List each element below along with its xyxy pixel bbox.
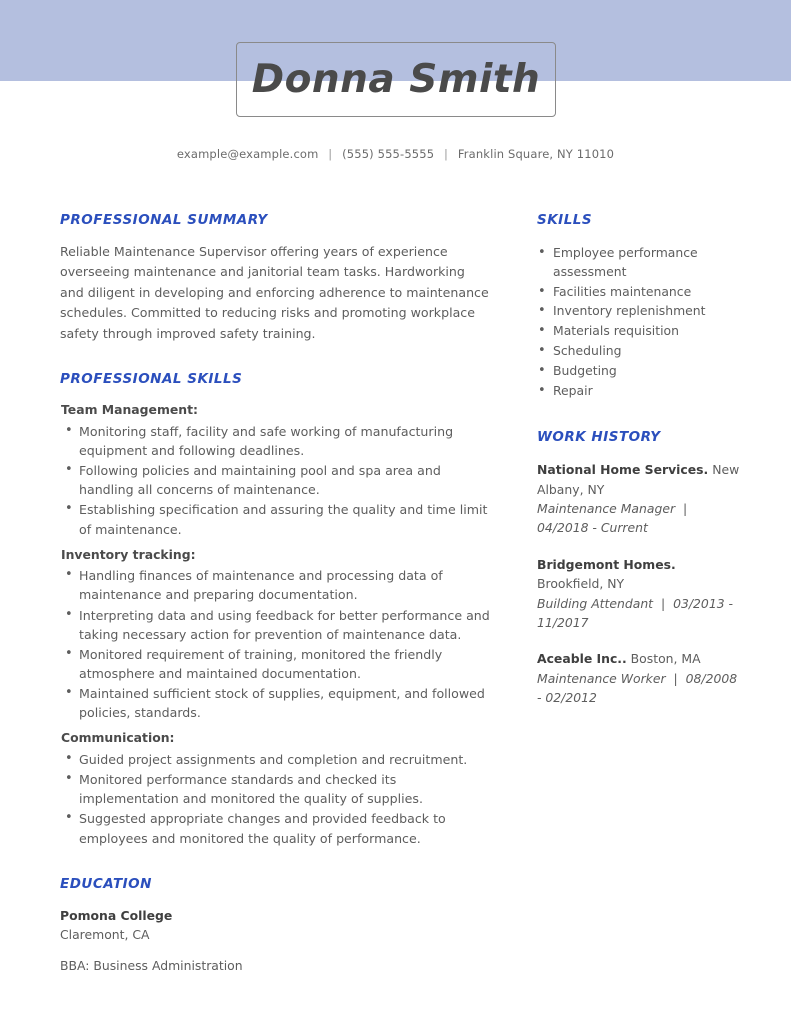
spacer-after-skills bbox=[60, 855, 492, 877]
education-location: Claremont, CA bbox=[60, 926, 150, 942]
candidate-name: Donna Smith bbox=[251, 57, 541, 102]
job-location: Brookfield, NY bbox=[537, 576, 625, 592]
left-column bbox=[60, 213, 492, 975]
heading-professional-summary: PROFESSIONAL SUMMARY bbox=[60, 212, 268, 228]
professional-skills-groups bbox=[60, 401, 492, 848]
list-item: • Handling finances of maintenance and processing data of maintenance and preparing documentation. bbox=[60, 566, 492, 604]
heading-education: EDUCATION bbox=[60, 875, 152, 892]
section-professional-skills bbox=[60, 372, 492, 847]
skill-item: • Budgeting bbox=[537, 362, 742, 381]
spacer-after-summary bbox=[60, 344, 492, 372]
spacer-after-skills-list bbox=[537, 402, 742, 430]
education-school: Pomona College bbox=[60, 907, 173, 923]
job-role-line bbox=[537, 669, 742, 708]
heading-professional-skills: PROFESSIONAL SKILLS bbox=[60, 371, 243, 388]
job-title: Maintenance Manager bbox=[537, 501, 676, 517]
list-item: • Following policies and maintaining pool and spa area and handling all concerns of maintenance. bbox=[60, 461, 492, 499]
name-box bbox=[236, 42, 556, 117]
job-location: Boston, MA bbox=[626, 651, 701, 667]
job-dates: 08/2008 - 02/2012 bbox=[537, 670, 738, 705]
list-item: • Establishing specification and assuring the quality and time limit of maintenance. bbox=[60, 500, 492, 538]
contact-phone: (555) 555-5555 bbox=[342, 147, 435, 161]
section-education bbox=[60, 877, 492, 976]
section-work-history bbox=[537, 430, 742, 708]
skills-group-list bbox=[60, 422, 492, 539]
job-role-line bbox=[537, 499, 742, 538]
list-item: • Interpreting data and using feedback for better performance and taking necessary action for prevention of maintenance data. bbox=[60, 606, 492, 644]
job-title: Building Attendant bbox=[537, 595, 654, 611]
list-item: • Monitoring staff, facility and safe working of manufacturing equipment and following deadlines. bbox=[60, 422, 492, 460]
contact-separator-2: | bbox=[444, 147, 449, 161]
skills-group-label: Inventory tracking: bbox=[61, 546, 196, 562]
right-column bbox=[537, 213, 742, 724]
skill-item: • Employee performance assessment bbox=[537, 244, 742, 282]
job-title: Maintenance Worker bbox=[537, 670, 666, 686]
job-company: National Home Services. bbox=[537, 462, 709, 478]
contact-location: Franklin Square, NY 11010 bbox=[457, 147, 615, 161]
contact-separator-1: | bbox=[328, 147, 333, 161]
job-location: New Albany, NY bbox=[537, 462, 740, 497]
work-history-list bbox=[537, 460, 742, 707]
education-degree: BBA: Business Administration bbox=[60, 958, 243, 974]
skill-item: • Inventory replenishment bbox=[537, 302, 742, 321]
contact-line bbox=[0, 147, 791, 161]
skills-group-list bbox=[60, 566, 492, 722]
skills-group-list bbox=[60, 750, 492, 848]
list-item: • Monitored performance standards and checked its implementation and monitored the quality of supplies. bbox=[60, 770, 492, 808]
skills-group-label: Communication: bbox=[61, 730, 175, 746]
skill-item: • Facilities maintenance bbox=[537, 283, 742, 302]
job-separator: | bbox=[679, 501, 688, 517]
skills-list bbox=[537, 244, 742, 401]
list-item: • Suggested appropriate changes and provided feedback to employees and monitored the quality of performance. bbox=[60, 809, 492, 847]
skill-item: • Scheduling bbox=[537, 342, 742, 361]
job-company: Aceable Inc.. bbox=[537, 651, 627, 667]
contact-email: example@example.com bbox=[176, 147, 319, 161]
job-dates: 04/2018 - Current bbox=[537, 520, 648, 536]
professional-summary-text: Reliable Maintenance Supervisor offering years of experience overseeing maintenance and janitorial team tasks. Hardworking and diligent in developing and enforcing adherence to maintenance schedules. Committed to reducing risks and promoting workplace safety through improved safety training. bbox=[60, 243, 489, 341]
section-skills bbox=[537, 213, 742, 401]
job-separator: | bbox=[669, 670, 682, 686]
heading-skills: SKILLS bbox=[537, 212, 593, 228]
skill-item: • Materials requisition bbox=[537, 322, 742, 341]
job-dates: 03/2013 - 11/2017 bbox=[537, 595, 733, 630]
skills-group-label: Team Management: bbox=[61, 402, 198, 418]
work-history-entry bbox=[537, 649, 742, 707]
work-history-entry bbox=[537, 460, 742, 537]
skill-item: • Repair bbox=[537, 382, 742, 401]
heading-work-history: WORK HISTORY bbox=[537, 428, 661, 445]
section-professional-summary bbox=[60, 213, 492, 344]
job-role-line bbox=[537, 594, 742, 633]
job-company: Bridgemont Homes. bbox=[537, 556, 676, 572]
list-item: • Monitored requirement of training, monitored the friendly atmosphere and maintained documentation. bbox=[60, 645, 492, 683]
list-item: • Guided project assignments and completion and recruitment. bbox=[60, 750, 492, 769]
list-item: • Maintained sufficient stock of supplies, equipment, and followed policies, standards. bbox=[60, 684, 492, 722]
work-history-entry bbox=[537, 555, 742, 632]
job-separator: | bbox=[657, 595, 670, 611]
